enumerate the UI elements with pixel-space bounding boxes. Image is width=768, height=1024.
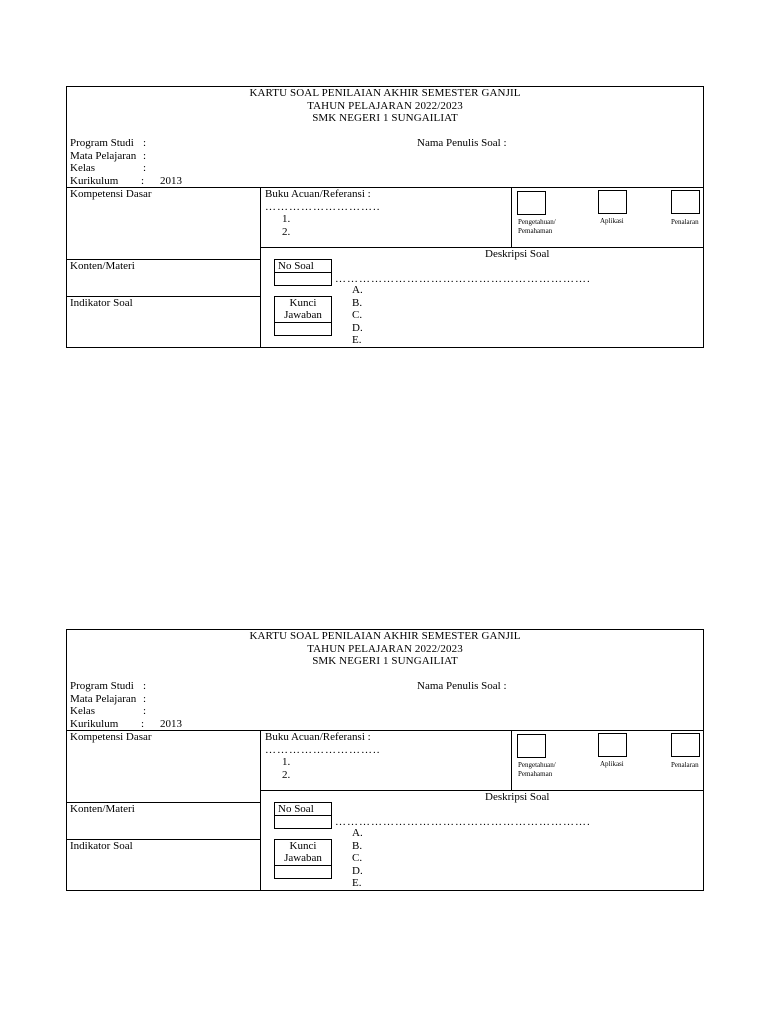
option-d: D. bbox=[352, 321, 363, 334]
level-aplikasi-label: Aplikasi bbox=[600, 760, 624, 768]
divider bbox=[67, 187, 703, 188]
buku-acuan-dots: ……………………….. bbox=[265, 744, 381, 756]
option-b: B. bbox=[352, 296, 363, 309]
level-pengetahuan-label: Pengetahuan/ Pemahaman bbox=[518, 761, 556, 778]
option-d: D. bbox=[352, 864, 363, 877]
kelas-colon: : bbox=[143, 162, 147, 174]
card-school-name: SMK NEGERI 1 SUNGAILIAT bbox=[312, 655, 458, 667]
checkbox-aplikasi[interactable] bbox=[598, 190, 627, 214]
mata-pelajaran-label: Mata Pelajaran bbox=[70, 692, 137, 705]
reference-2: 2. bbox=[282, 226, 291, 238]
kurikulum-value: 2013 bbox=[160, 717, 182, 730]
kurikulum-label: Kurikulum bbox=[70, 717, 119, 730]
option-b: B. bbox=[352, 839, 363, 852]
kurikulum-colon: : bbox=[141, 174, 145, 187]
checkbox-pengetahuan[interactable] bbox=[517, 191, 546, 215]
mata-pelajaran-colon: : bbox=[143, 149, 147, 162]
no-soal-label: No Soal bbox=[278, 803, 314, 815]
no-soal-label: No Soal bbox=[278, 260, 314, 272]
kelas-label: Kelas bbox=[70, 705, 96, 717]
reference-1: 1. bbox=[282, 213, 291, 225]
level-penalaran-label: Penalaran bbox=[671, 218, 699, 226]
kurikulum-value: 2013 bbox=[160, 174, 182, 187]
konten-materi-label: Konten/Materi bbox=[70, 260, 135, 272]
kurikulum-label: Kurikulum bbox=[70, 174, 119, 187]
kunci-label: Kunci bbox=[289, 840, 317, 852]
program-studi-colon: : bbox=[143, 680, 147, 692]
divider bbox=[511, 730, 512, 790]
nama-penulis-label: Nama Penulis Soal : bbox=[417, 680, 507, 692]
kunci-label: Kunci bbox=[289, 297, 317, 309]
kelas-colon: : bbox=[143, 705, 147, 717]
option-a: A. bbox=[352, 284, 363, 296]
kompetensi-dasar-label: Kompetensi Dasar bbox=[70, 188, 152, 200]
mata-pelajaran-label: Mata Pelajaran bbox=[70, 149, 137, 162]
divider bbox=[260, 790, 703, 791]
kurikulum-colon: : bbox=[141, 717, 145, 730]
card-school-year: TAHUN PELAJARAN 2022/2023 bbox=[307, 99, 463, 112]
option-c: C. bbox=[352, 852, 363, 864]
checkbox-penalaran[interactable] bbox=[671, 190, 700, 214]
nama-penulis-label: Nama Penulis Soal : bbox=[417, 137, 507, 149]
reference-1: 1. bbox=[282, 756, 291, 768]
card-title: KARTU SOAL PENILAIAN AKHIR SEMESTER GANJIL bbox=[249, 87, 521, 99]
program-studi-label: Program Studi bbox=[70, 137, 134, 149]
level-penalaran-label: Penalaran bbox=[671, 761, 699, 769]
kompetensi-dasar-label: Kompetensi Dasar bbox=[70, 731, 152, 743]
divider bbox=[274, 865, 332, 866]
konten-materi-label: Konten/Materi bbox=[70, 803, 135, 815]
program-studi-colon: : bbox=[143, 137, 147, 149]
buku-acuan-dots: ……………………….. bbox=[265, 201, 381, 213]
kelas-label: Kelas bbox=[70, 162, 96, 174]
question-text-dots: ………………………………………………………. bbox=[335, 273, 591, 285]
indikator-soal-label: Indikator Soal bbox=[70, 297, 133, 309]
indikator-soal-label: Indikator Soal bbox=[70, 840, 133, 852]
checkbox-pengetahuan[interactable] bbox=[517, 734, 546, 758]
option-a: A. bbox=[352, 827, 363, 839]
card-school-name: SMK NEGERI 1 SUNGAILIAT bbox=[312, 112, 458, 124]
program-studi-label: Program Studi bbox=[70, 680, 134, 692]
divider bbox=[260, 730, 261, 890]
checkbox-aplikasi[interactable] bbox=[598, 733, 627, 757]
question-text-dots: ………………………………………………………. bbox=[335, 816, 591, 828]
divider bbox=[260, 187, 261, 347]
level-pengetahuan-label: Pengetahuan/ Pemahaman bbox=[518, 218, 556, 235]
jawaban-label: Jawaban bbox=[284, 309, 322, 321]
question-card-1 bbox=[66, 86, 704, 348]
divider bbox=[67, 730, 703, 731]
option-e: E. bbox=[352, 334, 362, 346]
buku-acuan-label: Buku Acuan/Referansi : bbox=[265, 731, 371, 743]
divider bbox=[274, 322, 332, 323]
option-c: C. bbox=[352, 309, 363, 321]
deskripsi-soal-label: Deskripsi Soal bbox=[485, 248, 550, 260]
divider bbox=[260, 247, 703, 248]
buku-acuan-label: Buku Acuan/Referansi : bbox=[265, 188, 371, 200]
card-title: KARTU SOAL PENILAIAN AKHIR SEMESTER GANJIL bbox=[249, 630, 521, 642]
checkbox-penalaran[interactable] bbox=[671, 733, 700, 757]
mata-pelajaran-colon: : bbox=[143, 692, 147, 705]
question-card-2 bbox=[66, 629, 704, 891]
deskripsi-soal-label: Deskripsi Soal bbox=[485, 791, 550, 803]
level-aplikasi-label: Aplikasi bbox=[600, 217, 624, 225]
divider bbox=[511, 187, 512, 247]
card-school-year: TAHUN PELAJARAN 2022/2023 bbox=[307, 642, 463, 655]
jawaban-label: Jawaban bbox=[284, 852, 322, 864]
reference-2: 2. bbox=[282, 769, 291, 781]
option-e: E. bbox=[352, 877, 362, 889]
